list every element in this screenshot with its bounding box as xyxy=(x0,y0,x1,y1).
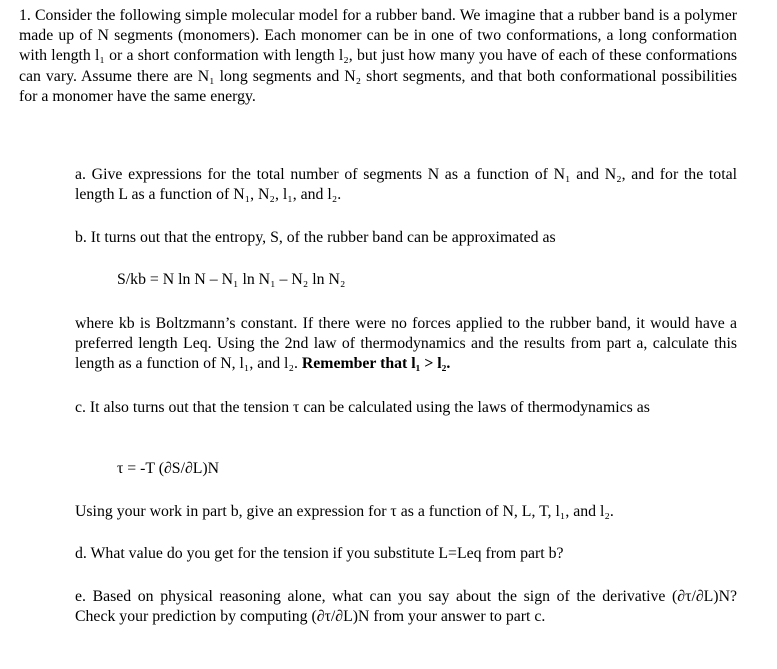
entropy-equation: S/kb = N ln N – N₁ ln N₁ – N₂ ln N₂ xyxy=(117,271,346,288)
part-a: a. Give expressions for the total number of segments N as a function of N₁ and N₂, and for the total length L as a function of N₁, N₂, l₁, and l₂. xyxy=(75,166,737,204)
part-b-reminder: Remember that l₁ > l₂. xyxy=(301,355,451,373)
part-d: d. What value do you get for the tension if you substitute L=Leq from part b? xyxy=(75,545,564,562)
part-b-continued-text: where kb is Boltzmann’s constant. If there were no forces applied to the rubber band, it would have a preferred length Leq. Using the 2nd law of thermodynamics and the results from part a, calculate this length as a function of N, l₁, and l₂. xyxy=(75,315,737,373)
part-b: b. It turns out that the entropy, S, of the rubber band can be approximated as xyxy=(75,229,556,246)
part-c: c. It also turns out that the tension τ can be calculated using the laws of thermodynamics as xyxy=(75,399,650,416)
problem-intro: 1. Consider the following simple molecular model for a rubber band. We imagine that a rubber band is a polymer made up of N segments (monomers). Each monomer can be in one of two conformations, a long conformation with length l₁ or a short conformation with length l₂, but just how many you have of each of these conformations can vary. Assume there are N₁ long segments and N₂ short segments, and that both conformational possibilities for a monomer have the same energy. xyxy=(19,7,737,105)
part-c-continued: Using your work in part b, give an expression for τ as a function of N, L, T, l₁, and l₂. xyxy=(75,503,614,520)
tension-equation: τ = -T (∂S/∂L)N xyxy=(117,460,220,477)
part-e: e. Based on physical reasoning alone, what can you say about the sign of the derivative (∂τ/∂L)N? Check your prediction by computing (∂τ/∂L)N from your answer to part c. xyxy=(75,588,737,626)
part-b-continued xyxy=(75,314,737,375)
